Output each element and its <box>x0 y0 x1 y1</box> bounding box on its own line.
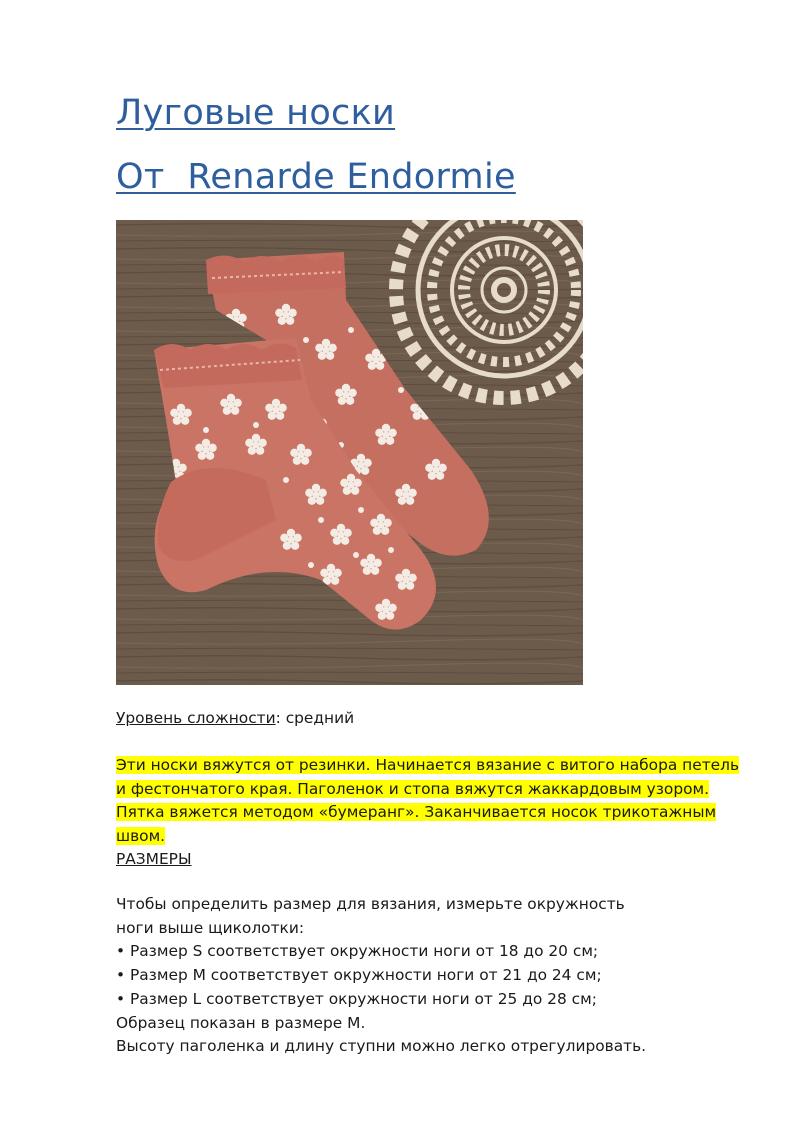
difficulty-value: средний <box>285 709 355 727</box>
size-l-line: • Размер L соответствует окружности ноги от 25 до 28 см; <box>116 989 597 1008</box>
sizes-heading: РАЗМЕРЫ <box>116 850 192 868</box>
intro-paragraph <box>116 754 746 849</box>
size-s-line: • Размер S соответствует окружности ноги от 18 до 20 см; <box>116 942 599 961</box>
difficulty-label: Уровень сложности <box>116 709 276 727</box>
sizes-line: ноги выше щиколотки: <box>116 918 305 937</box>
adjustment-line: Высоту паголенка и длину ступни можно легко отрегулировать. <box>116 1037 647 1056</box>
sizes-line: Чтобы определить размер для вязания, измерьте окружность <box>116 895 625 913</box>
sizes-block <box>116 893 756 1059</box>
difficulty-level <box>116 707 354 731</box>
sample-size-line: Образец показан в размере M. <box>116 1013 366 1032</box>
author-title[interactable]: От Renarde Endormie <box>116 157 516 197</box>
socks-photo <box>116 220 583 685</box>
pattern-title[interactable]: Луговые носки <box>116 93 396 133</box>
size-m-line: • Размер M соответствует окружности ноги от 21 до 24 см; <box>116 966 602 985</box>
intro-highlighted-text: Эти носки вяжутся от резинки. Начинается вязание с витого набора петель и фестончатого края. Паголенок и стопа вяжутся жаккардовым узором. Пятка вяжется методом «бумеранг». Заканчивается носок трикотажным швом. <box>116 756 740 846</box>
difficulty-separator: : <box>275 709 286 727</box>
